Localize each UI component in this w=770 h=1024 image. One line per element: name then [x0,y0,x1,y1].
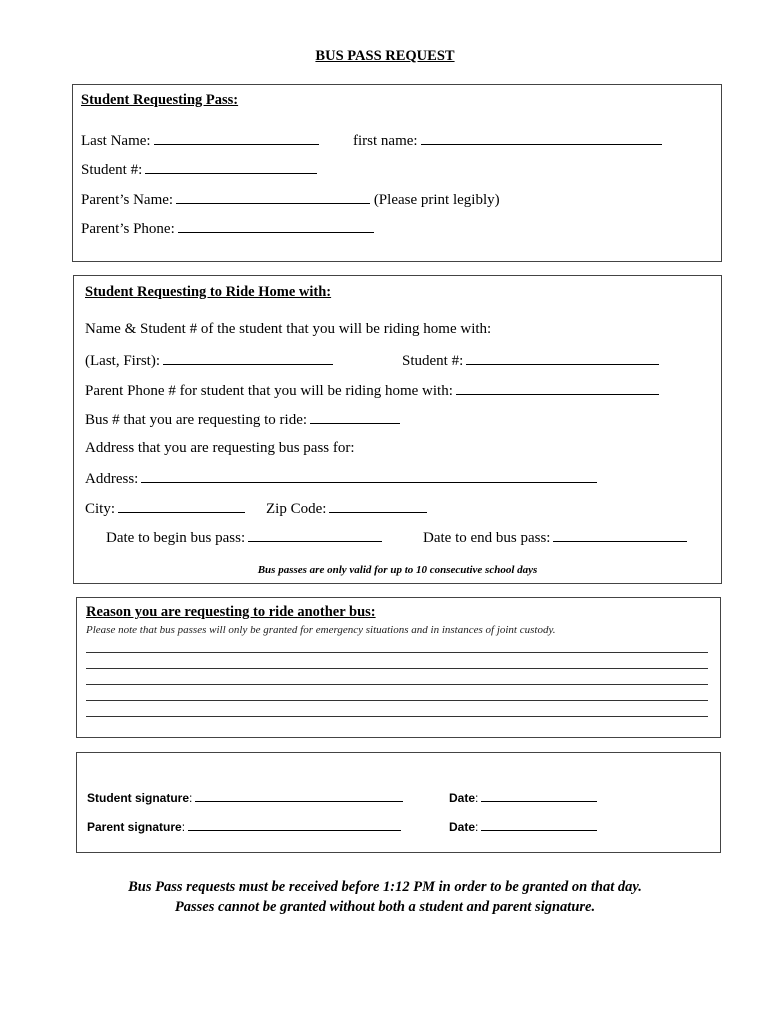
bus-number-row [85,410,400,429]
bus-number-label: Bus # that you are requesting to ride: [85,412,308,428]
address-field[interactable] [141,469,597,483]
first-name-field[interactable] [421,131,662,145]
reason-line-4[interactable] [86,700,708,701]
reason-line-3[interactable] [86,684,708,685]
student-number-field[interactable] [145,160,317,174]
student-signature-label: Student signature [87,791,190,805]
parent-name-hint: (Please print legibly) [373,192,500,208]
emergency-note: Please note that bus passes will only be granted for emergency situations and in instances of joint custody. [86,624,556,636]
last-name-label: Last Name: [81,133,151,149]
signature-notice: Passes cannot be granted without both a student and parent signature. [174,899,596,915]
first-name-row [353,131,662,150]
address-label: Address: [85,471,139,487]
reason-line-1[interactable] [86,652,708,653]
last-first-label: (Last, First): [85,353,160,369]
zip-row [266,499,427,518]
parent-date-label: Date [449,820,476,834]
begin-date-label: Date to begin bus pass: [106,530,246,546]
other-student-number-field[interactable] [466,351,659,365]
last-first-field[interactable] [163,351,333,365]
address-intro: Address that you are requesting bus pass for: [85,440,355,456]
last-name-field[interactable] [154,131,319,145]
begin-date-row [106,528,382,547]
other-student-number-row [402,351,659,370]
zip-field[interactable] [329,499,427,513]
end-date-field[interactable] [553,528,687,542]
last-name-row [81,131,319,150]
student-date-row: Date: [449,790,597,805]
reason-line-5[interactable] [86,716,708,717]
section1-heading: Student Requesting Pass: [81,92,239,108]
last-first-row [85,351,333,370]
parent-signature-field[interactable] [188,819,401,831]
parent-signature-row: Parent signature: [87,819,401,834]
begin-date-field[interactable] [248,528,382,542]
end-date-row [423,528,687,547]
parent-phone-label: Parent’s Phone: [81,221,175,237]
other-student-number-label: Student #: [402,353,464,369]
parent-phone-row [81,219,374,238]
other-parent-phone-row [85,381,659,400]
parent-name-row [81,190,500,209]
city-label: City: [85,501,116,517]
city-field[interactable] [118,499,245,513]
parent-signature-label: Parent signature [87,820,182,834]
student-date-field[interactable] [481,790,597,802]
first-name-label: first name: [353,133,418,149]
student-signature-row: Student signature: [87,790,403,805]
parent-name-field[interactable] [176,190,370,204]
parent-name-label: Parent’s Name: [81,192,174,208]
riding-with-intro: Name & Student # of the student that you will be riding home with: [85,321,492,337]
parent-date-field[interactable] [481,819,597,831]
deadline-notice: Bus Pass requests must be received before 1:12 PM in order to be granted on that day. [128,879,642,895]
form-title: BUS PASS REQUEST [315,48,455,64]
zip-label: Zip Code: [266,501,327,517]
city-row [85,499,245,518]
validity-note: Bus passes are only valid for up to 10 consecutive school days [257,564,538,576]
section3-heading: Reason you are requesting to ride another bus: [86,604,376,620]
address-row [85,469,597,488]
section2-heading: Student Requesting to Ride Home with: [85,284,332,300]
end-date-label: Date to end bus pass: [423,530,551,546]
parent-phone-field[interactable] [178,219,374,233]
student-number-label: Student #: [81,162,143,178]
student-date-label: Date [449,791,476,805]
reason-line-2[interactable] [86,668,708,669]
student-number-row [81,160,317,179]
bus-number-field[interactable] [310,410,400,424]
parent-date-row: Date: [449,819,597,834]
other-parent-phone-field[interactable] [456,381,659,395]
other-parent-phone-label: Parent Phone # for student that you will be riding home with: [85,383,453,399]
student-signature-field[interactable] [195,790,403,802]
